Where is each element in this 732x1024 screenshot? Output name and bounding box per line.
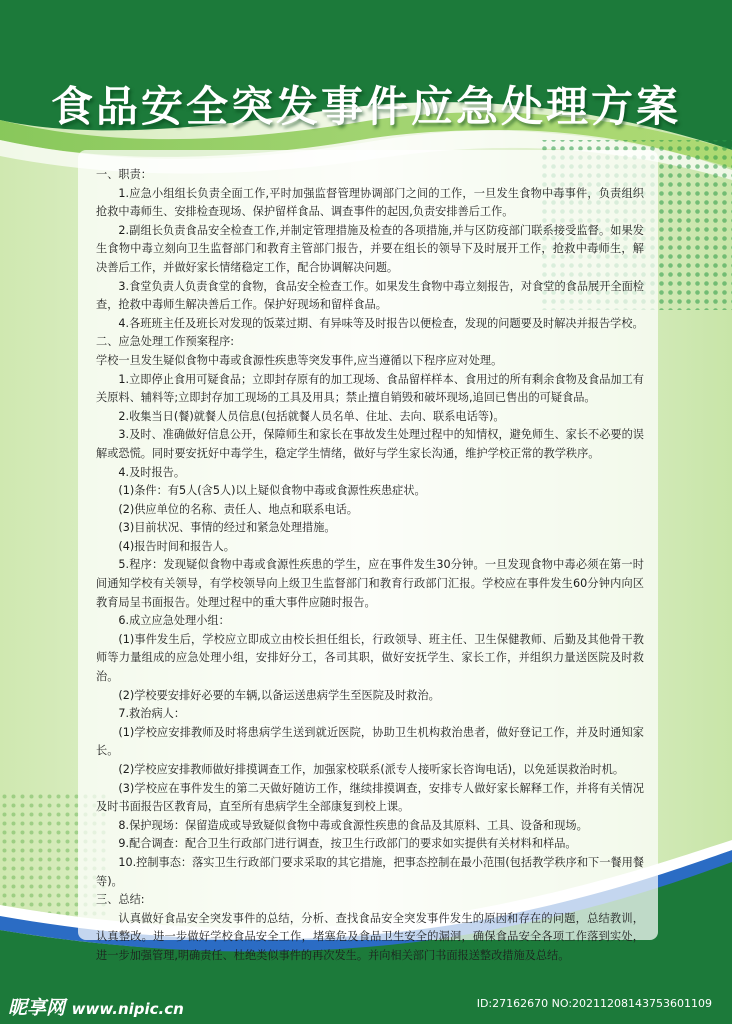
section-heading: 一、职责： [96,168,152,181]
document-body [96,166,644,966]
paragraph: 5.程序：发现疑似食物中毒或食源性疾患的学生，应在事件发生30分钟。一旦发现食物中毒必须在第一时间通知学校有关领导，有学校领导向上级卫生监督部门和教育行政部门汇报。学校应在事件发生60分钟内向区教育局呈书面报告。处理过程中的重大事件应随时报告。 [96,558,644,609]
brand-url: www.nipic.cn [71,1000,184,1018]
paragraph: 4.各班班主任及班长对发现的饭菜过期、有异味等及时报告以便检查，发现的问题要及时解决并报告学校。 [118,316,644,330]
paragraph: (2)学校应安排教师做好排摸调查工作，加强家校联系(派专人接听家长咨询电话)，以免延误救治时机。 [118,763,625,776]
paragraph: (1)事件发生后，学校应立即成立由校长担任组长，行政领导、班主任、卫生保健教师、后勤及其他骨干教师等力量组成的应急处理小组，安排好分工，各司其职，做好安抚学生、家长工作，并组织力量送医院及时救治。 [96,632,644,684]
paragraph: 4.及时报告。 [118,465,186,479]
paragraph: (3)学校应在事件发生的第二天做好随访工作，继续排摸调查，安排专人做好家长解释工作，并将有关情况及时书面报告区教育局，直至所有患病学生全部康复到校上课。 [96,781,644,814]
image-id-label: ID:27162670 NO:20211208143753601109 [476,997,712,1010]
paragraph: 6.成立应急处理小组： [118,614,230,628]
paragraph: 3.及时、准确做好信息公开，保障师生和家长在事故发生处理过程中的知情权，避免师生、家长不必要的误解或恐慌。同时要安抚好中毒学生，稳定学生情绪，做好与学生家长沟通，维护学校正常的教学秩序。 [96,428,644,460]
paragraph: 2.收集当日(餐)就餐人员信息(包括就餐人员名单、住址、去向、联系电话等)。 [118,409,505,423]
paragraph: (2)学校要安排好必要的车辆,以备运送患病学生至医院及时救治。 [118,688,440,702]
page-title: 食品安全突发事件应急处理方案 [50,82,681,131]
brand-name: 昵享网 [8,997,66,1019]
section-heading: 学校一旦发生疑似食物中毒或食源性疾患等突发事件,应当遵循以下程序应对处理。 [96,353,503,367]
paragraph: 7.救治病人： [118,707,186,721]
paragraph: (3)目前状况、事情的经过和紧急处理措施。 [118,521,336,535]
section-heading: 二、应急处理工作预案程序: [96,335,235,349]
paragraph: 1.立即停止食用可疑食品；立即封存原有的加工现场、食品留样样本、食用过的所有剩余食物及食品加工有关原料、辅料等;立即封存加工现场的工具及用具；禁止擅自销毁和破坏现场,追回已售出的可疑食品。 [96,372,644,405]
watermark-brand [8,993,184,1020]
paragraph: (4)报告时间和报告人。 [118,539,235,553]
paragraph: 8.保护现场：保留造成或导致疑似食物中毒或食源性疾患的食品及其原料、工具、设备和现场。 [118,818,588,832]
paragraph: (2)供应单位的名称、责任人、地点和联系电话。 [118,502,358,516]
paragraph: 认真做好食品安全突发事件的总结，分析、查找食品安全突发事件发生的原因和存在的问题，总结教训，认真整改。进一步做好学校食品安全工作，堵塞危及食品卫生安全的漏洞，确保食品安全各项工作落到实处，进一步加强管理,明确责任、杜绝类似事件的再次发生。并向相关部门书面报送整改措施及总结。 [96,911,644,962]
paragraph: (1)学校应安排教师及时将患病学生送到就近医院，协助卫生机构救治患者，做好登记工作，并及时通知家长。 [96,725,644,758]
paragraph: 10.控制事态：落实卫生行政部门要求采取的其它措施，把事态控制在最小范围(包括教学秩序和下一餐用餐等)。 [96,855,644,888]
paragraph: 2.副组长负责食品安全检查工作,并制定管理措施及检查的各项措施,并与区防疫部门联系接受监督。如果发生食物中毒立刻向卫生监督部门和教育主管部门报告，并要在组长的领导下及时展开工作，抢救中毒师生，解决善后工作，并做好家长情绪稳定工作，配合协调解决问题。 [96,223,644,274]
paragraph: 1.应急小组组长负责全面工作,平时加强监督管理协调部门之间的工作，一旦发生食物中毒事件，负责组织抢救中毒师生、安排检查现场、保护留样食品、调查事件的起因,负责安排善后工作。 [96,186,644,219]
paragraph: 9.配合调查：配合卫生行政部门进行调查，按卫生行政部门的要求如实提供有关材料和样品。 [118,837,577,851]
section-heading: 三、总结: [96,893,145,907]
paragraph: 3.食堂负责人负责食堂的食物，食品安全检查工作。如果发生食物中毒立刻报告，对食堂的食品展开全面检查，抢救中毒师生解决善后工作。保护好现场和留样食品。 [96,279,644,312]
paragraph: (1)条件：有5人(含5人)以上疑似食物中毒或食源性疾患症状。 [118,484,426,498]
